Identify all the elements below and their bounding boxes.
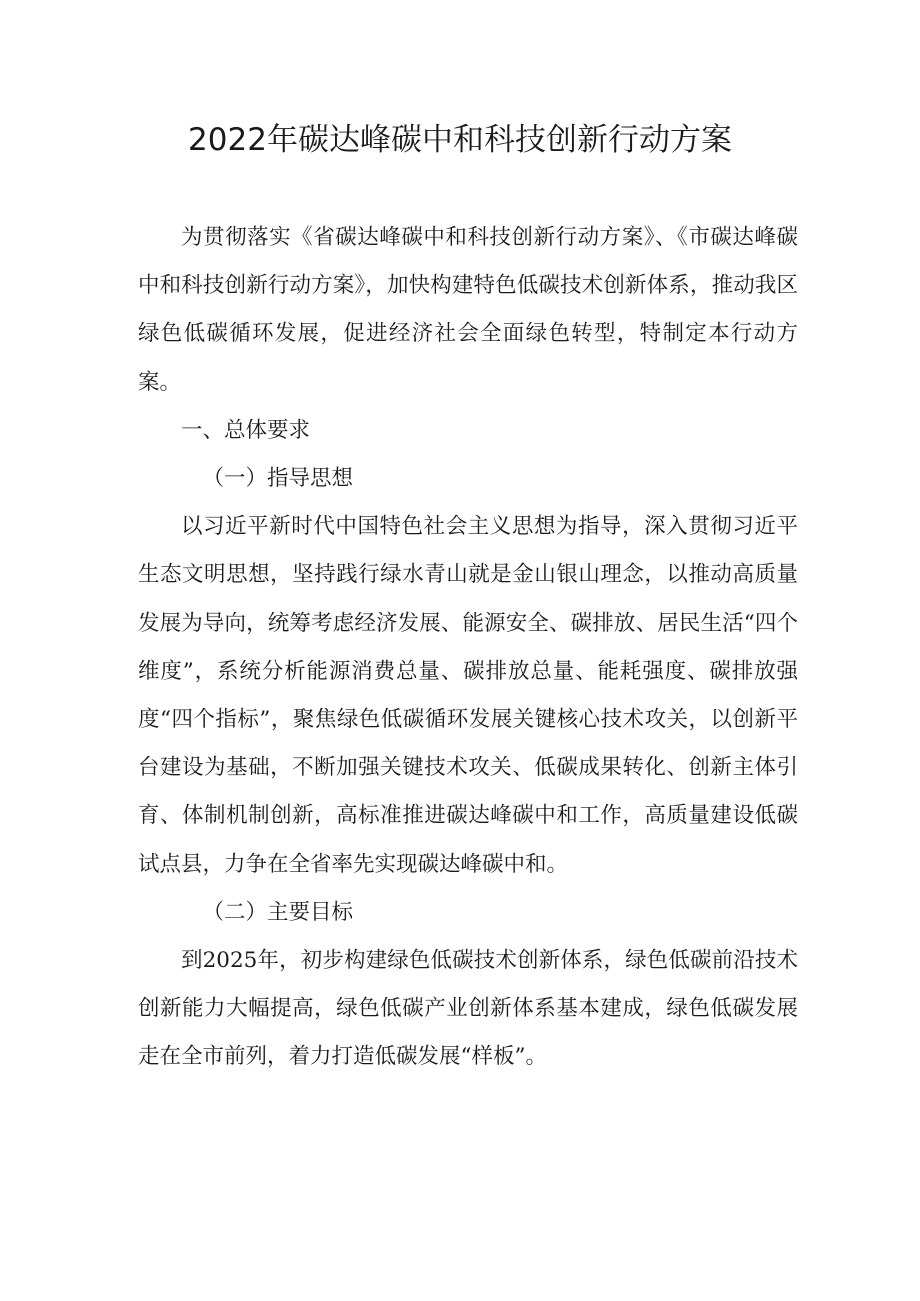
subsection-heading-main-goals: （二）主要目标 — [202, 899, 354, 925]
document-title: 2022年碳达峰碳中和科技创新行动方案 — [188, 122, 732, 158]
main-goals-paragraph: 到2025年，初步构建绿色低碳技术创新体系，绿色低碳前沿技术创新能力大幅提高，绿色低碳产业创新体系基本建成，绿色低碳发展走在全市前列，着力打造低碳发展“样板”。 — [138, 948, 798, 1070]
document-body — [138, 214, 798, 1082]
subsection-heading-guiding-ideology: （一）指导思想 — [202, 466, 354, 492]
section-heading-general-requirements: 一、总体要求 — [181, 417, 311, 443]
guiding-ideology-paragraph: 以习近平新时代中国特色社会主义思想为指导，深入贯彻习近平生态文明思想，坚持践行绿水青山就是金山银山理念，以推动高质量发展为导向，统筹考虑经济发展、能源安全、碳排放、居民生活“四个维度”，系统分析能源消费总量、碳排放总量、能耗强度、碳排放强度“四个指标”，聚焦绿色低碳循环发展关键核心技术攻关，以创新平台建设为基础，不断加强关键技术攻关、低碳成果转化、创新主体引育、体制机制创新，高标准推进碳达峰碳中和工作，高质量建设低碳试点县，力争在全省率先实现碳达峰碳中和。 — [138, 514, 798, 877]
intro-paragraph: 为贯彻落实《省碳达峰碳中和科技创新行动方案》、《市碳达峰碳中和科技创新行动方案》，加快构建特色低碳技术创新体系，推动我区绿色低碳循环发展，促进经济社会全面绿色转型，特制定本行动方案。 — [138, 225, 798, 395]
